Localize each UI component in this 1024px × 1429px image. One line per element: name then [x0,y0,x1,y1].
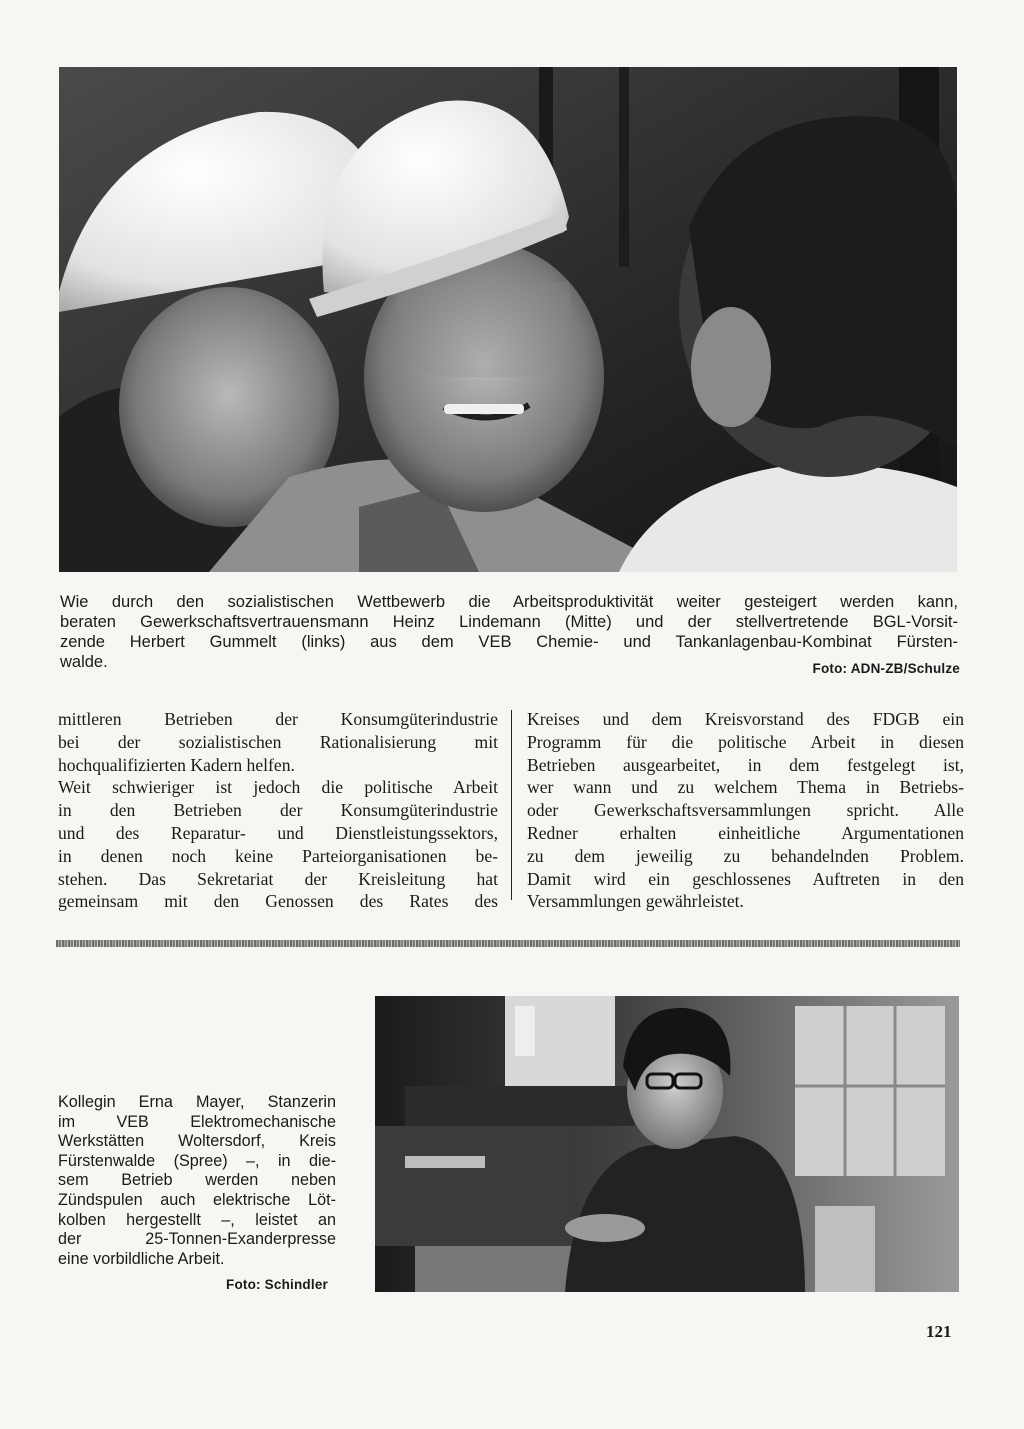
body-line: Damit wird ein geschlossenes Auftreten in den [527,868,964,889]
caption-line: Wie durch den sozialistischen Wettbewerb die Arbeitsproduktivität weiter gesteigert werden kann, [60,593,958,611]
section-divider [56,940,960,947]
photo-press-illustration [375,996,959,1292]
body-line: Kreises und dem Kreisvorstand des FDGB ein [527,709,964,729]
body-column-left [58,708,498,913]
caption-line: beraten Gewerkschaftsvertrauensmann Heinz Lindemann (Mitte) und der stellvertretende BGL-Vorsit- [60,613,958,631]
caption-line: Fürstenwalde (Spree) –, in die- [58,1151,336,1170]
body-line: oder Gewerkschaftsversammlungen spricht. Alle [527,800,964,821]
page-number: 121 [926,1322,952,1341]
column-divider [511,710,512,900]
body-line: Weit schwieriger ist jedoch die politische Arbeit [58,777,498,798]
caption-line: eine vorbildliche Arbeit. [58,1249,225,1268]
photo-workers-hardhats [59,67,957,572]
caption-line: walde. [60,653,108,671]
body-line: und des Reparatur- und Dienstleistungssektors, [58,822,498,843]
caption-line: im VEB Elektromechanische [58,1112,336,1131]
body-line: zu dem jeweilig zu behandelnden Problem. [527,845,964,866]
caption-line: Kollegin Erna Mayer, Stanzerin [58,1093,336,1111]
caption-line: kolben hergestellt –, leistet an [58,1210,336,1229]
caption-line: Werkstätten Woltersdorf, Kreis [58,1132,336,1151]
photo-credit-top: Foto: ADN-ZB/Schulze [812,661,960,676]
caption-line: sem Betrieb werden neben [58,1171,336,1190]
body-line: Versammlungen gewährleistet. [527,891,744,912]
body-line: stehen. Das Sekretariat der Kreisleitung hat [58,868,498,889]
caption-line: Zündspulen auch elektrische Löt- [58,1190,336,1209]
body-line: wer wann und zu welchem Thema in Betriebs- [527,777,964,798]
body-line: Betrieben ausgearbeitet, in dem festgelegt ist, [527,754,964,775]
body-line: hochqualifizierten Kadern helfen. [58,754,295,775]
body-line: in denen noch keine Parteiorganisationen be- [58,845,498,866]
caption-top [60,592,958,672]
body-line: gemeinsam mit den Genossen des Rates des [58,891,498,912]
photo-woman-press [375,996,959,1292]
caption-bottom [58,1093,336,1269]
body-line: in den Betrieben der Konsumgüterindustrie [58,800,498,821]
body-line: mittleren Betrieben der Konsumgüterindustrie [58,709,498,729]
body-column-right [527,708,964,913]
caption-line: der 25-Tonnen-Exanderpresse [58,1230,336,1249]
body-line: bei der sozialistischen Rationalisierung mit [58,731,498,752]
body-line: Programm für die politische Arbeit in diesen [527,731,964,752]
photo-workers-illustration [59,67,957,572]
body-line: Redner erhalten einheitliche Argumentationen [527,822,964,843]
caption-line: zende Herbert Gummelt (links) aus dem VEB Chemie- und Tankanlagenbau-Kombinat Fürsten- [60,633,958,651]
photo-credit-bottom: Foto: Schindler [226,1277,328,1292]
